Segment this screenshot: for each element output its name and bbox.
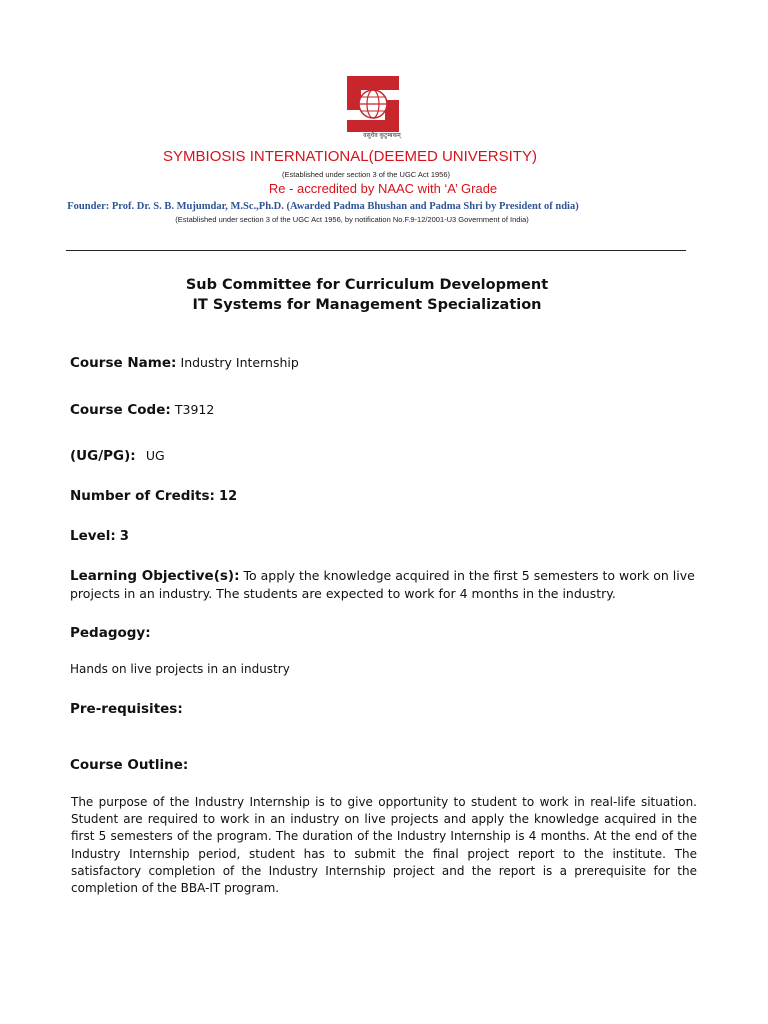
header-divider bbox=[66, 250, 686, 251]
course-code-value: T3912 bbox=[174, 402, 215, 417]
learning-objective-text: To apply the knowledge acquired in the first 5 semesters to work on live projects in an industry. The students are expected to work for 4 months in the industry. bbox=[70, 568, 695, 601]
document-title-line-2: IT Systems for Management Specialization bbox=[192, 297, 542, 313]
credits-row bbox=[70, 488, 237, 504]
course-name-value: Industry Internship bbox=[180, 355, 299, 370]
course-outline-heading: Course Outline: bbox=[70, 757, 189, 773]
level-row bbox=[70, 528, 129, 544]
establishment-note: (Established under section 3 of the UGC Act 1956) bbox=[281, 170, 450, 179]
program-level-value: UG bbox=[145, 448, 165, 463]
symbiosis-logo bbox=[345, 74, 401, 134]
founder-notification-note: (Established under section 3 of the UGC Act 1956, by notification No.F.9-12/2001-U3 Government of India) bbox=[175, 215, 529, 224]
pedagogy-heading: Pedagogy: bbox=[70, 625, 151, 641]
course-name-row bbox=[70, 355, 299, 371]
prerequisites-heading: Pre-requisites: bbox=[70, 701, 183, 717]
level-label: Level: bbox=[70, 528, 116, 544]
learning-objective-label: Learning Objective(s): bbox=[70, 568, 240, 584]
logo-motto: वसुधैव कुटुम्बकम् bbox=[363, 132, 401, 139]
program-level-row bbox=[70, 448, 165, 464]
founder-line: Founder: Prof. Dr. S. B. Mujumdar, M.Sc.,Ph.D. (Awarded Padma Bhushan and Padma Shri by President of ndia) bbox=[67, 201, 579, 212]
accreditation-line: Re - accredited by NAAC with ‘A’ Grade bbox=[268, 181, 498, 196]
credits-label: Number of Credits: bbox=[70, 488, 215, 504]
course-outline-text: The purpose of the Industry Internship is to give opportunity to student to work in real-life situation. Student are required to work in an industry on live projects and apply the knowledge acquired in the first 5 semesters of the program. The duration of the Industry Internship is 4 months. At the end of the Industry Internship period, student has to submit the final project report to the institute. The satisfactory completion of the Industry Internship project and the report is a prerequisite for the completion of the BBA-IT program. bbox=[71, 795, 697, 896]
course-code-row bbox=[70, 402, 214, 418]
course-name-label: Course Name: bbox=[70, 355, 177, 371]
credits-value: 12 bbox=[219, 489, 238, 504]
level-value: 3 bbox=[119, 529, 129, 544]
university-name: SYMBIOSIS INTERNATIONAL(DEEMED UNIVERSITY) bbox=[163, 148, 537, 165]
program-level-label: (UG/PG): bbox=[70, 448, 136, 464]
pedagogy-text: Hands on live projects in an industry bbox=[70, 662, 290, 676]
course-code-label: Course Code: bbox=[70, 402, 171, 418]
document-title-line-1: Sub Committee for Curriculum Development bbox=[185, 277, 549, 293]
learning-objective-block bbox=[70, 567, 700, 603]
